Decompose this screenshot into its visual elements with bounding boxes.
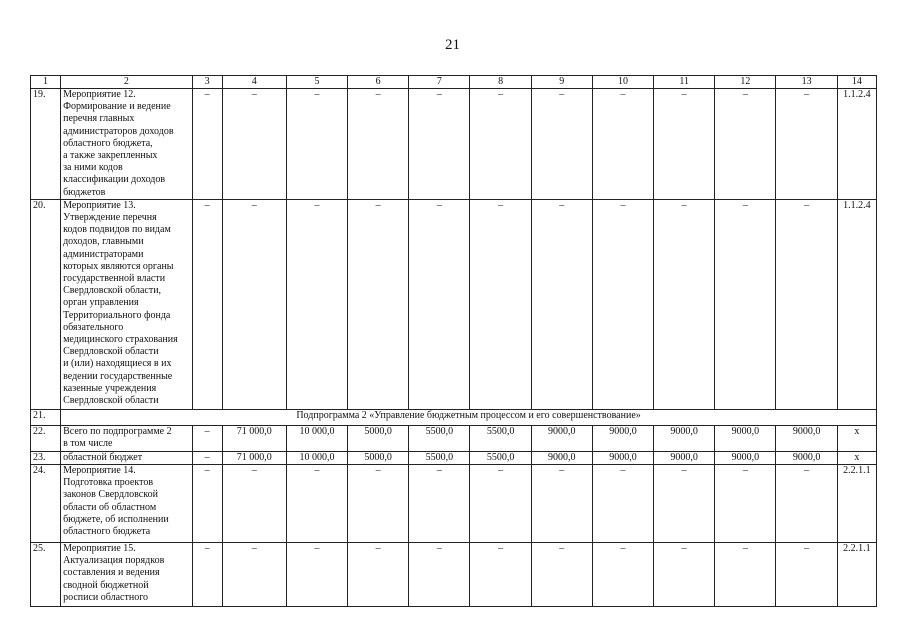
value-cell-col-4: 71 000,0 [222,425,286,451]
activity-name [61,543,192,607]
activity-name-line: Свердловской области, [63,285,162,297]
value-cell-col-8: – [470,543,531,607]
value-cell-col-8: 5500,0 [470,425,531,451]
activity-name-line: бюджете, об исполнении [63,513,169,525]
value-cell-col-5: – [286,199,347,409]
page-number: 21 [445,37,460,53]
value-cell-col-5: – [286,89,347,200]
target-code: 1.1.2.4 [837,89,876,200]
activity-name-line: законов Свердловской [63,489,158,501]
value-cell-col-4: – [222,543,286,607]
value-cell-col-13: 9000,0 [776,425,837,451]
value-cell-col-11: – [654,89,715,200]
activity-name-line: и (или) находящиеся в их [63,358,172,370]
column-number-4: 4 [222,76,286,89]
activity-name-line: Утверждение перечня [63,212,157,224]
value-cell-col-7: – [409,543,470,607]
value-cell-col-7: 5500,0 [409,425,470,451]
value-cell-col-8: – [470,465,531,543]
value-cell-col-6: – [348,89,409,200]
activity-name [61,89,192,200]
value-cell-col-11: – [654,465,715,543]
row-number: 22. [31,425,61,451]
column-number-2: 2 [61,76,192,89]
value-cell-col-13: 9000,0 [776,451,837,464]
column-number-5: 5 [286,76,347,89]
value-cell-col-3: – [192,451,222,464]
activity-name-line: классификации доходов [63,174,166,186]
activity-name [61,451,192,464]
column-number-3: 3 [192,76,222,89]
value-cell-col-5: 10 000,0 [286,451,347,464]
column-number-8: 8 [470,76,531,89]
value-cell-col-3: – [192,465,222,543]
value-cell-col-10: – [592,465,653,543]
activity-name-line: областного бюджета, [63,137,153,149]
activity-name-line: областного бюджета [63,526,151,538]
column-number-row [31,76,877,89]
value-cell-col-4: 71 000,0 [222,451,286,464]
column-number-10: 10 [592,76,653,89]
value-cell-col-10: 9000,0 [592,425,653,451]
activity-name-line: сводной бюджетной [63,579,149,591]
value-cell-col-3: – [192,543,222,607]
column-number-11: 11 [654,76,715,89]
value-cell-col-13: – [776,465,837,543]
column-number-9: 9 [531,76,592,89]
row-number: 20. [31,199,61,409]
activity-name-line: бюджетов [63,186,106,198]
value-cell-col-11: – [654,199,715,409]
value-cell-col-12: – [715,465,776,543]
column-number-7: 7 [409,76,470,89]
target-code: 2.2.1.1 [837,543,876,607]
table-row [31,89,877,200]
value-cell-col-9: – [531,465,592,543]
table-row [31,199,877,409]
value-cell-col-11: 9000,0 [654,451,715,464]
value-cell-col-9: 9000,0 [531,451,592,464]
column-number-14: 14 [837,76,876,89]
target-code: х [837,425,876,451]
column-number-1: 1 [31,76,61,89]
subprogram-title: Подпрограмма 2 «Управление бюджетным процессом и его совершенствование» [61,409,877,425]
table-row [31,465,877,543]
budget-table [30,75,877,607]
value-cell-col-12: – [715,89,776,200]
activity-name [61,425,192,451]
value-cell-col-9: – [531,89,592,200]
value-cell-col-13: – [776,199,837,409]
value-cell-col-3: – [192,89,222,200]
value-cell-col-10: – [592,543,653,607]
value-cell-col-13: – [776,543,837,607]
row-number: 25. [31,543,61,607]
target-code: 2.2.1.1 [837,465,876,543]
value-cell-col-8: – [470,199,531,409]
value-cell-col-11: – [654,543,715,607]
column-number-6: 6 [348,76,409,89]
value-cell-col-6: 5000,0 [348,425,409,451]
value-cell-col-4: – [222,89,286,200]
value-cell-col-7: – [409,89,470,200]
activity-name-line: в том числе [63,438,113,450]
value-cell-col-12: – [715,543,776,607]
activity-name-line: Формирование и ведение [63,101,171,113]
value-cell-col-10: 9000,0 [592,451,653,464]
activity-name [61,465,192,543]
activity-name-line: орган управления [63,297,139,309]
row-number: 19. [31,89,61,200]
value-cell-col-11: 9000,0 [654,425,715,451]
value-cell-col-9: 9000,0 [531,425,592,451]
table-row [31,425,877,451]
value-cell-col-12: – [715,199,776,409]
activity-name-line: ведении государственные [63,370,173,382]
activity-name-line: составления и ведения [63,567,160,579]
value-cell-col-8: 5500,0 [470,451,531,464]
value-cell-col-6: – [348,199,409,409]
activity-name-line: Свердловской области [63,346,159,358]
value-cell-col-9: – [531,199,592,409]
value-cell-col-3: – [192,425,222,451]
activity-name-line: доходов, главными [63,236,144,248]
activity-name-line: обязательного [63,321,124,333]
value-cell-col-10: – [592,89,653,200]
column-number-12: 12 [715,76,776,89]
activity-name-line: Всего по подпрограмме 2 [63,425,172,437]
row-number: 21. [31,409,61,425]
activity-name-line: Мероприятие 13. [63,199,136,211]
table-row [31,451,877,464]
activity-name-line: Свердловской области [63,395,159,407]
activity-name-line: Мероприятие 14. [63,465,136,477]
value-cell-col-4: – [222,199,286,409]
value-cell-col-5: – [286,465,347,543]
activity-name-line: администраторов доходов [63,125,174,137]
value-cell-col-8: – [470,89,531,200]
value-cell-col-7: 5500,0 [409,451,470,464]
activity-name-line: Мероприятие 12. [63,89,136,100]
value-cell-col-12: 9000,0 [715,451,776,464]
value-cell-col-5: 10 000,0 [286,425,347,451]
activity-name-line: Территориального фонда [63,309,171,321]
activity-name-line: Подготовка проектов [63,477,154,489]
activity-name-line: за ними кодов [63,162,123,174]
table-row [31,543,877,607]
target-code: х [837,451,876,464]
activity-name-line: казенные учреждения [63,382,157,394]
activity-name [61,199,192,409]
activity-name-line: областной бюджет [63,451,143,463]
activity-name-line: кодов подвидов по видам [63,224,171,236]
activity-name-line: Мероприятие 15. [63,543,136,555]
activity-name-line: которых являются органы [63,260,174,272]
value-cell-col-4: – [222,465,286,543]
value-cell-col-6: – [348,465,409,543]
value-cell-col-6: 5000,0 [348,451,409,464]
activity-name-line: а также закрепленных [63,150,158,162]
row-number: 24. [31,465,61,543]
row-number: 23. [31,451,61,464]
activity-name-line: администраторами [63,248,144,260]
value-cell-col-9: – [531,543,592,607]
activity-name-line: государственной власти [63,273,166,285]
column-number-13: 13 [776,76,837,89]
activity-name-line: медицинского страхования [63,334,178,346]
activity-name-line: росписи областного [63,591,149,603]
target-code: 1.1.2.4 [837,199,876,409]
value-cell-col-3: – [192,199,222,409]
activity-name-line: Актуализация порядков [63,555,165,567]
value-cell-col-10: – [592,199,653,409]
value-cell-col-13: – [776,89,837,200]
activity-name-line: области об областном [63,501,157,513]
table-row [31,409,877,425]
value-cell-col-5: – [286,543,347,607]
value-cell-col-7: – [409,465,470,543]
table-body [31,76,877,607]
value-cell-col-6: – [348,543,409,607]
value-cell-col-12: 9000,0 [715,425,776,451]
activity-name-line: перечня главных [63,113,135,125]
value-cell-col-7: – [409,199,470,409]
